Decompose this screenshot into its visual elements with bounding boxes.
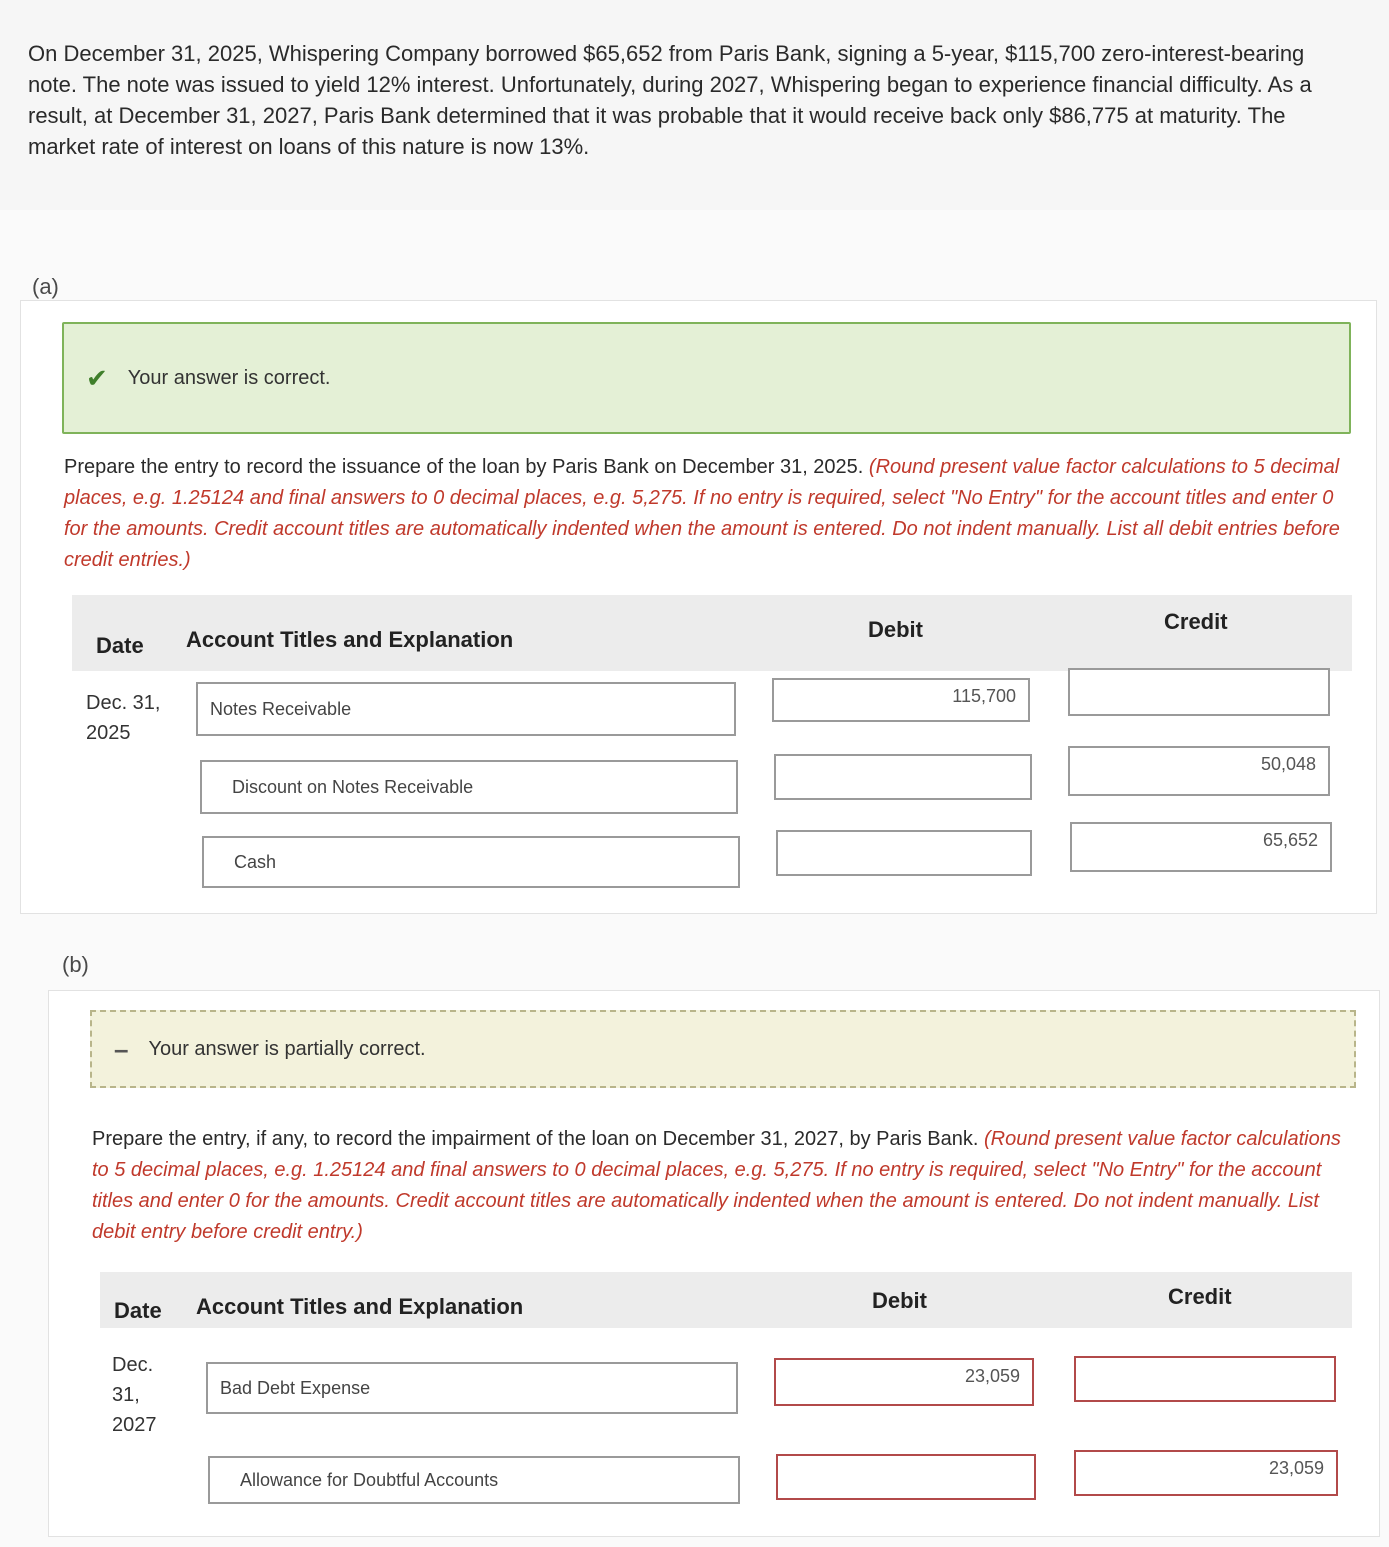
correct-answer-banner (62, 322, 1351, 434)
check-icon: ✔ (86, 362, 108, 393)
credit-amount-input[interactable] (1068, 668, 1330, 716)
header-credit: Credit (1168, 1284, 1232, 1309)
part-a-label: (a) (32, 274, 59, 299)
part-b-instructions-lead: Prepare the entry, if any, to record the impairment of the loan on December 31, 2027, by Paris Bank. (92, 1128, 979, 1150)
account-title-input[interactable]: Bad Debt Expense (206, 1362, 738, 1414)
part-b-label: (b) (62, 952, 89, 977)
dash-icon: – (114, 1033, 129, 1064)
account-title-input[interactable]: Discount on Notes Receivable (200, 760, 738, 814)
credit-amount-input[interactable]: 23,059 (1074, 1450, 1338, 1496)
credit-amount-input[interactable] (1074, 1356, 1336, 1402)
debit-amount-input[interactable]: 23,059 (774, 1358, 1034, 1406)
part-a-instructions-note: (Round present value factor calculations to 5 decimal places, e.g. 1.25124 and final answers to 0 decimal places, e.g. 5,275. If no entry is required, select "No Entry" for the account titles and enter 0 for the amounts. Credit account titles are automatically indented when the amount is entered. Do not indent manually. List all debit entries before credit entries.) (64, 456, 1340, 571)
problem-statement-panel (0, 0, 1389, 211)
part-a-journal-header (72, 595, 1352, 671)
part-b-journal-header (100, 1272, 1352, 1328)
part-a-instructions (64, 452, 1349, 576)
header-account-titles: Account Titles and Explanation (186, 627, 514, 652)
debit-amount-input[interactable] (774, 754, 1032, 800)
header-debit: Debit (872, 1288, 927, 1313)
problem-text: On December 31, 2025, Whispering Company borrowed $65,652 from Paris Bank, signing a 5-year, $115,700 zero-interest-bearing note. The note was issued to yield 12% interest. Unfortunately, during 2027, Whispering began to experience financial difficulty. As a result, at December 31, 2027, Paris Bank determined that it was probable that it would receive back only $86,775 at maturity. The market rate of interest on loans of this nature is now 13%. (28, 41, 1312, 159)
credit-amount-input[interactable]: 50,048 (1068, 746, 1330, 796)
header-debit: Debit (868, 617, 923, 642)
debit-amount-input[interactable]: 115,700 (772, 678, 1030, 722)
part-a-date-line2: 2025 (86, 722, 131, 744)
debit-amount-input[interactable] (776, 830, 1032, 876)
part-b-date-line1: Dec. (112, 1354, 154, 1376)
part-a-date-line1: Dec. 31, (86, 692, 161, 714)
partial-banner-text: Your answer is partially correct. (148, 1037, 426, 1060)
part-b-instructions-note: (Round present value factor calculations to 5 decimal places, e.g. 1.25124 and final answers to 0 decimal places, e.g. 5,275. If no entry is required, select "No Entry" for the account titles and enter 0 for the amounts. Credit account titles are automatically indented when the amount is entered. Do not indent manually. List debit entry before credit entry.) (92, 1128, 1341, 1243)
header-account-titles: Account Titles and Explanation (196, 1294, 524, 1319)
credit-amount-input[interactable]: 65,652 (1070, 822, 1332, 872)
part-b-date-line2: 31, (112, 1384, 140, 1406)
correct-banner-text: Your answer is correct. (127, 366, 331, 389)
header-credit: Credit (1164, 609, 1228, 634)
part-b-instructions (92, 1124, 1352, 1248)
part-a-entry-date (86, 688, 176, 748)
partial-answer-banner (90, 1010, 1356, 1088)
account-title-input[interactable]: Notes Receivable (196, 682, 736, 736)
header-date: Date (96, 633, 144, 658)
header-date: Date (114, 1298, 162, 1323)
part-b-entry-date (112, 1350, 172, 1440)
debit-amount-input[interactable] (776, 1454, 1036, 1500)
account-title-input[interactable]: Allowance for Doubtful Accounts (208, 1456, 740, 1504)
account-title-input[interactable]: Cash (202, 836, 740, 888)
part-a-instructions-lead: Prepare the entry to record the issuance of the loan by Paris Bank on December 31, 2025. (64, 456, 864, 478)
part-b-date-line3: 2027 (112, 1414, 157, 1436)
